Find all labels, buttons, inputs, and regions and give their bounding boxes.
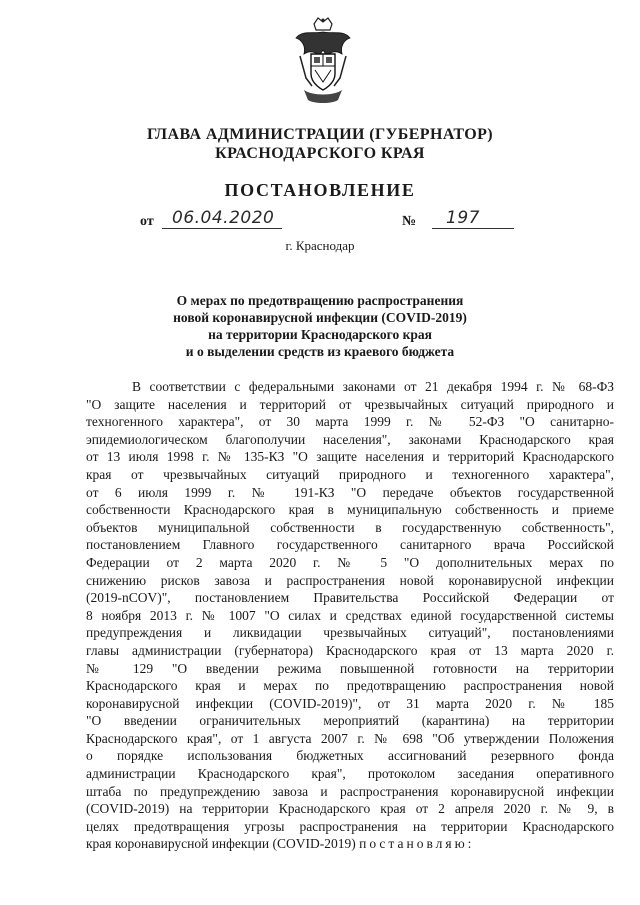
number-label: № [402, 214, 417, 229]
body-line: главы администрации (губернатора) Краснодарского края от 13 марта 2020 г. [86, 642, 614, 658]
title-line: новой коронавирусной инфекции (COVID-2019) [173, 310, 467, 325]
body-line: (COVID-2019) на территории Краснодарского края от 2 апреля 2020 г. № 9, в [86, 801, 614, 817]
body-line: В соответствии с федеральными законами от 21 декабря 1994 г. № 68-ФЗ [132, 379, 614, 394]
body-line: снижению рисков завоза и распространения новой коронавирусной инфекции [86, 572, 614, 588]
body-line: эпидемиологическом благополучии населения", законами Краснодарского края [86, 431, 614, 447]
document-title [0, 292, 640, 360]
body-line: (2019-nCOV)", постановлением Правительства Российской Федерации от [86, 590, 614, 606]
document-body [86, 378, 614, 853]
body-line: от 13 июля 1998 г. № 135-КЗ "О защите населения и территорий Краснодарского [86, 449, 614, 465]
date-value: 06.04.2020 [162, 208, 282, 229]
body-line: Федерации от 2 марта 2020 г. № 5 "О дополнительных мерах по [86, 554, 614, 570]
body-line: Краснодарского края", от 1 августа 2007 г. № 698 "Об утверждении Положения [86, 730, 614, 746]
number-value: 197 [432, 208, 514, 229]
city-label: г. Краснодар [285, 238, 355, 253]
date-label: от [140, 214, 154, 229]
body-line: Краснодарского края и мерах по предотвращению распространения новой [86, 678, 614, 694]
body-line-text: края коронавирусной инфекции (COVID-2019) [86, 836, 356, 852]
title-line: О мерах по предотвращению распространения [176, 293, 464, 308]
document-type-heading: ПОСТАНОВЛЕНИЕ [224, 180, 416, 200]
body-line-last [86, 835, 614, 853]
body-line: штаба по предупреждению завоза и распространения коронавирусной инфекции [86, 783, 614, 799]
body-line: целях предотвращения угрозы распространения на территории Краснодарского [86, 818, 614, 834]
body-line: техногенного характера", от 30 марта 1999 г. № 52-ФЗ "О санитарно- [86, 414, 614, 430]
body-line: собственности Краснодарского края в муниципальную собственность и приеме [86, 502, 614, 518]
body-line: коронавирусной инфекции (COVID-2019)", от 31 марта 2020 г. № 185 [86, 695, 614, 711]
body-line: "О введении ограничительных мероприятий (карантина) на территории [86, 713, 614, 729]
closing-word: постановляю: [359, 836, 475, 852]
title-line: и о выделении средств из краевого бюджета [185, 344, 455, 359]
body-line: "О защите населения и территорий от чрезвычайных ситуаций природного и [86, 396, 614, 412]
body-line: от 6 июля 1999 г. № 191-КЗ "О передаче объектов государственной [86, 484, 614, 500]
authority-title-line1: ГЛАВА АДМИНИСТРАЦИИ (ГУБЕРНАТОР) [147, 126, 493, 143]
authority-title-line2: КРАСНОДАРСКОГО КРАЯ [215, 145, 425, 162]
body-line: края от чрезвычайных ситуаций природного и техногенного характера", [86, 466, 614, 482]
body-line: постановлением Главного государственного санитарного врача Российской [86, 537, 614, 553]
coat-of-arms-emblem [292, 16, 354, 106]
title-line: на территории Краснодарского края [208, 327, 432, 342]
body-line: администрации Краснодарского края", протоколом заседания оперативного [86, 766, 614, 782]
body-line: о порядке использования бюджетных ассигнований резервного фонда [86, 748, 614, 764]
body-line: объектов муниципальной собственности в государственную собственность", [86, 519, 614, 535]
body-line: № 129 "О введении режима повышенной готовности на территории [86, 660, 614, 676]
body-line: 8 ноября 2013 г. № 1007 "О силах и средствах единой государственной системы [86, 607, 614, 623]
body-line: предупреждения и ликвидации чрезвычайных ситуаций", постановлениями [86, 625, 614, 641]
